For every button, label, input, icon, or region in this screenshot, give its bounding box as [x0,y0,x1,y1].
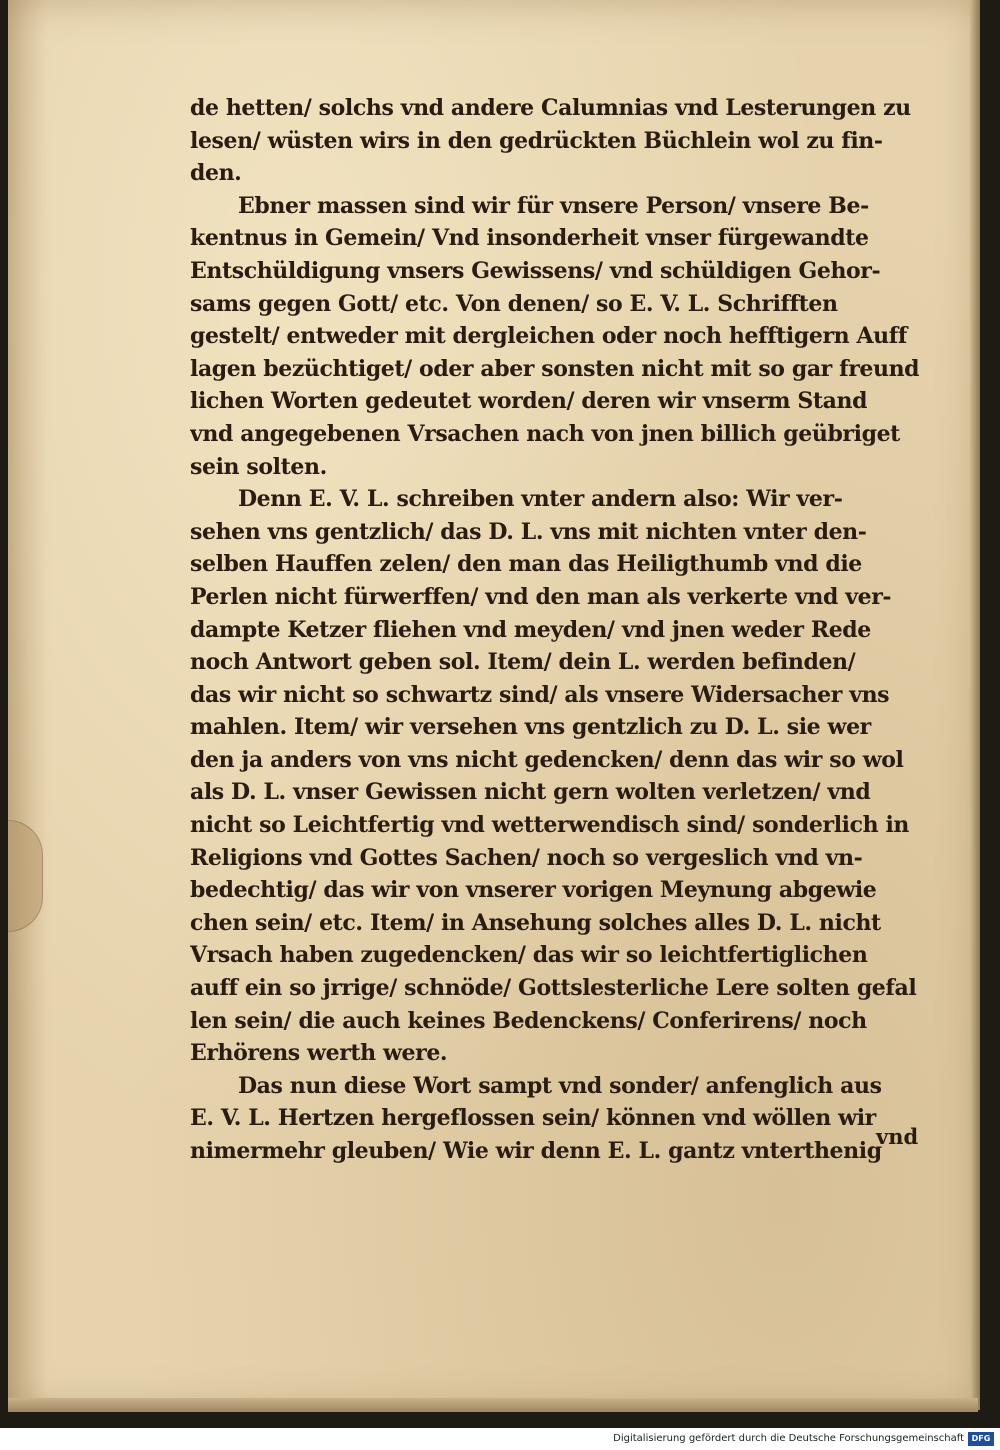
page-tab-mark [8,820,43,932]
dfg-logo-icon: DFG [968,1432,994,1446]
catchword: vnd [876,1124,919,1149]
text-line: noch Antwort geben sol. Item/ dein L. werden befinden/ [190,649,856,676]
body-text [190,92,935,1168]
text-line: selben Hauffen zelen/ den man das Heiligthumb vnd die [190,551,862,578]
text-line: den ja anders von vns nicht gedencken/ denn das wir so wol [190,746,904,773]
text-line: len sein/ die auch keines Bedenckens/ Conferirens/ noch [190,1007,867,1034]
text-line: Ebner massen sind wir für vnsere Person/ vnsere Be- [238,192,869,219]
text-line: gestelt/ entweder mit dergleichen oder noch hefftigern Auff [190,323,907,350]
text-line: den. [190,160,242,187]
text-line: Vrsach haben zugedencken/ das wir so leichtfertiglichen [190,942,868,969]
text-line: Denn E. V. L. schreiben vnter andern also: Wir ver- [238,486,843,513]
text-line: Religions vnd Gottes Sachen/ noch so vergeslich vnd vn- [190,844,863,871]
text-line: sehen vns gentzlich/ das D. L. vns mit nichten vnter den- [190,518,867,545]
text-line: als D. L. vnser Gewissen nicht gern wolten verletzen/ vnd [190,779,871,806]
text-line: nimermehr gleuben/ Wie wir denn E. L. gantz vnterthenig [190,1138,882,1164]
text-line: E. V. L. Hertzen hergeflossen sein/ können vnd wöllen wir [190,1105,876,1132]
text-line: mahlen. Item/ wir versehen vns gentzlich zu D. L. sie wer [190,714,871,741]
text-line: sams gegen Gott/ etc. Von denen/ so E. V. L. Schrifften [190,290,838,317]
text-line: Perlen nicht fürwerffen/ vnd den man als verkerte vnd ver- [190,583,892,610]
text-line: Entschüldigung vnsers Gewissens/ vnd schüldigen Gehor- [190,257,881,284]
text-line: lesen/ wüsten wirs in den gedrückten Büchlein wol zu fin- [190,127,883,154]
text-line: lichen Worten gedeutet worden/ deren wir vnserm Stand [190,388,868,415]
text-line: chen sein/ etc. Item/ in Ansehung solches alles D. L. nicht [190,909,881,936]
text-line: kentnus in Gemein/ Vnd insonderheit vnser fürgewandte [190,225,869,252]
text-line: das wir nicht so schwartz sind/ als vnsere Widersacher vns [190,681,890,708]
text-line: de hetten/ solchs vnd andere Calumnias vnd Lesterungen zu [190,95,911,121]
text-line: sein solten. [190,453,327,480]
page-edge-bottom [8,1398,978,1412]
text-line: dampte Ketzer fliehen vnd meyden/ vnd jnen weder Rede [190,616,871,643]
text-line: lagen bezüchtiget/ oder aber sonsten nicht mit so gar freund [190,355,920,382]
page-edge-right [970,0,980,1410]
text-line: nicht so Leichtfertig vnd wetterwendisch sind/ sonderlich in [190,812,910,839]
text-line: Erhörens werth were. [190,1040,448,1067]
text-line: bedechtig/ das wir von vnserer vorigen Meynung abgewie [190,877,877,904]
text-line: auff ein so jrrige/ schnöde/ Gottslesterliche Lere solten gefal [190,975,917,1002]
footer-bar [0,1428,1000,1450]
text-line: vnd angegebenen Vrsachen nach von jnen billich geübriget [190,420,900,447]
footer-credit: Digitalisierung gefördert durch die Deutsche Forschungsgemeinschaft [613,1433,964,1444]
text-line: Das nun diese Wort sampt vnd sonder/ anfenglich aus [238,1072,882,1099]
